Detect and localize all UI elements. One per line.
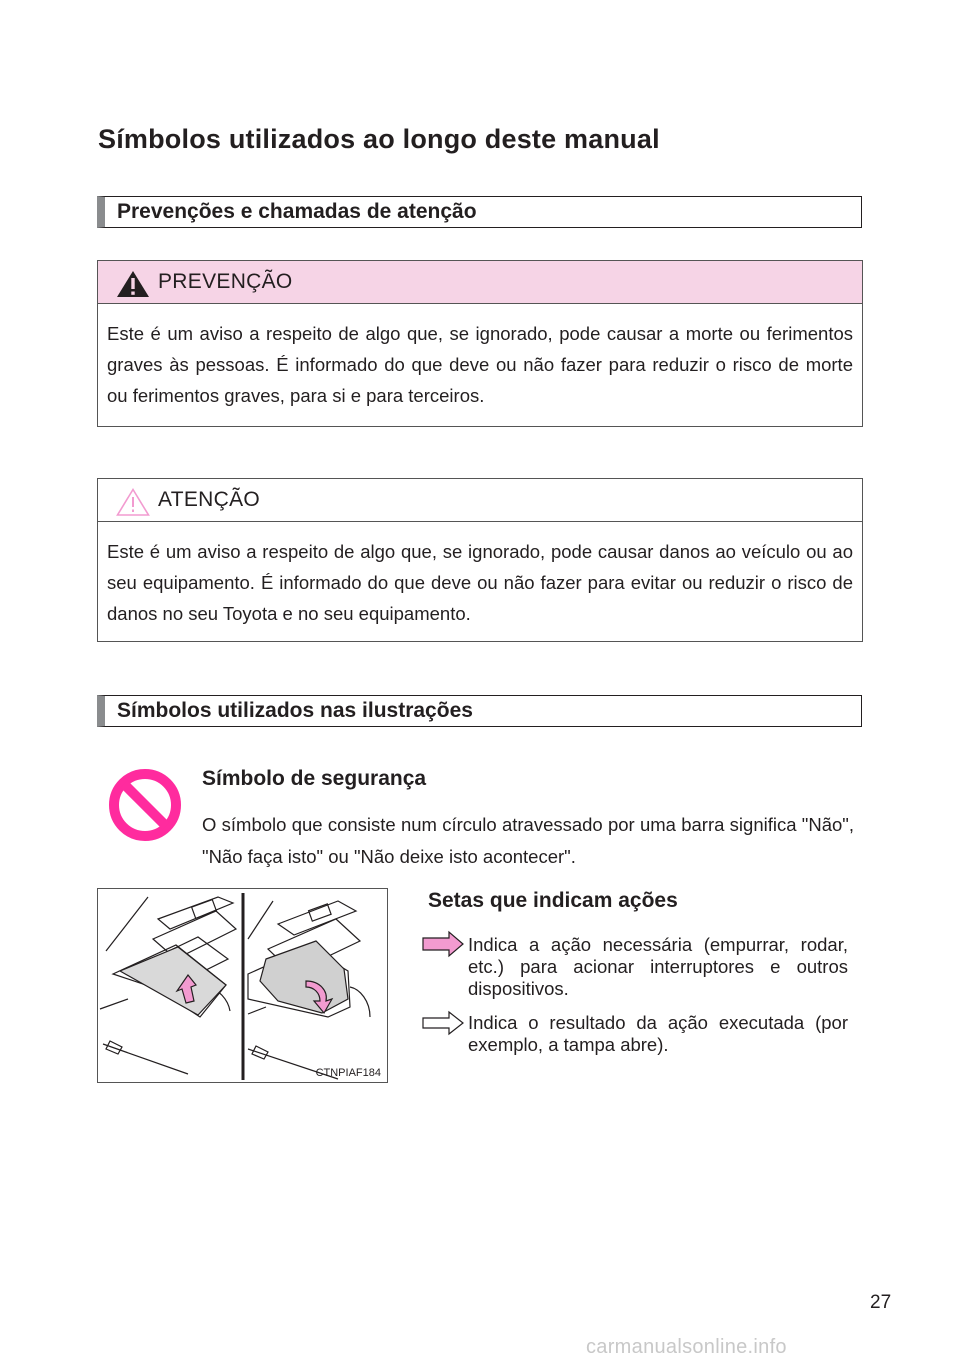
page-title: Símbolos utilizados ao longo deste manual: [98, 124, 660, 154]
illustration-code: CTNPIAF184: [315, 1067, 381, 1079]
action-arrow-text: Indica a ação necessária (empurrar, rodar, etc.) para acionar interruptores e outros dispositivos.: [468, 934, 848, 999]
warning-triangle-icon: [115, 269, 151, 299]
result-arrow-text: Indica o resultado da ação executada (por exemplo, a tampa abre).: [468, 1012, 848, 1055]
section-heading-illustrations: [97, 695, 862, 727]
result-arrow-icon: [421, 1009, 465, 1037]
section-heading-illustrations-text: Símbolos utilizados nas ilustrações: [117, 699, 473, 722]
console-drawing: [98, 889, 388, 1083]
caution-box-text: Este é um aviso a respeito de algo que, se ignorado, pode causar danos ao veículo ou ao seu equipamento. É informado do que deve ou não fazer para evitar ou reduzir o risco de danos no seu Toyota e no seu equipamento.: [107, 541, 853, 624]
caution-box-header: [98, 479, 862, 522]
warning-box-header: [98, 261, 862, 304]
caution-box: [97, 478, 863, 642]
overhead-console-illustration: [97, 888, 388, 1083]
action-arrow-icon: [421, 930, 465, 958]
prohibition-icon: [107, 767, 183, 843]
caution-box-label: ATENÇÃO: [158, 488, 261, 511]
warning-box-label: PREVENÇÃO: [158, 270, 293, 293]
section-heading-warnings: [97, 196, 862, 228]
caution-triangle-icon: [115, 487, 151, 517]
arrows-title: Setas que indicam ações: [428, 889, 678, 912]
safety-symbol-text: O símbolo que consiste num círculo atravessado por uma barra significa "Não", "Não faça isto" ou "Não deixe isto acontecer".: [202, 814, 854, 867]
page-number: 27: [870, 1292, 892, 1313]
warning-box-text: Este é um aviso a respeito de algo que, se ignorado, pode causar a morte ou ferimentos graves às pessoas. É informado do que deve ou não fazer para reduzir o risco de morte ou ferimentos graves, para si e para terceiros.: [107, 323, 853, 406]
footer-watermark: carmanualsonline.info: [586, 1336, 787, 1358]
section-heading-warnings-text: Prevenções e chamadas de atenção: [117, 200, 477, 223]
warning-box: [97, 260, 863, 427]
safety-symbol-title: Símbolo de segurança: [202, 767, 427, 790]
